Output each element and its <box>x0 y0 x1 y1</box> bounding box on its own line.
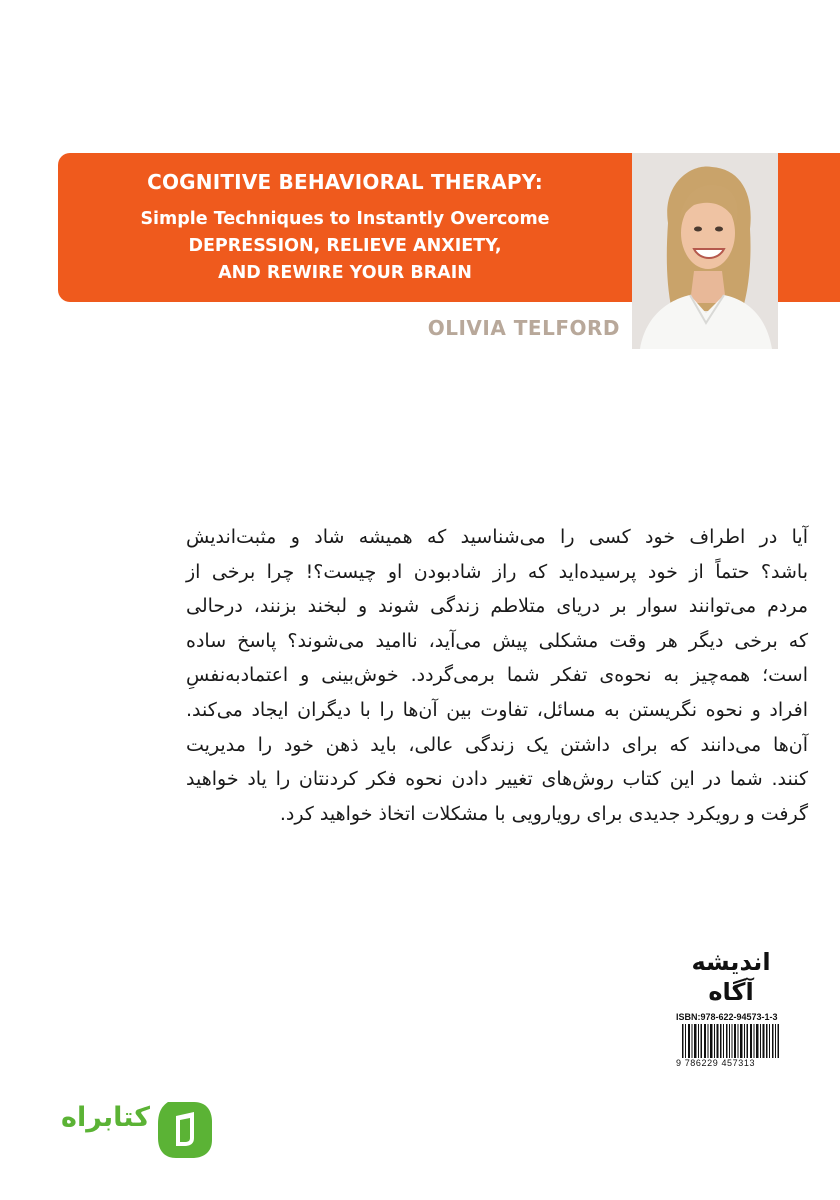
description-line: آیا در اطراف خود کسی را می‌شناسید که همیشه شاد و مثبت‌اندیش <box>186 526 808 548</box>
author-photo <box>632 153 778 349</box>
book-subtitle-line-3: AND REWIRE YOUR BRAIN <box>218 263 472 283</box>
description-line: افراد و نحوه نگریستن به مسائل، تفاوت بین آن‌ها را با دیگران ایجاد می‌کند. <box>186 698 808 721</box>
ketabrah-wordmark: کتابراه <box>61 1102 150 1133</box>
description-line: که برخی دیگر هر وقت مشکلی پیش می‌آید، ناامید می‌شوند؟ پاسخ ساده <box>186 629 808 652</box>
book-subtitle-line-1: Simple Techniques to Instantly Overcome <box>140 209 550 229</box>
book-title: COGNITIVE BEHAVIORAL THERAPY: <box>147 170 543 194</box>
publisher-name-line-1: اندیشه <box>691 948 771 976</box>
description-line: باشد؟ حتماً از خود پرسیده‌اید که راز شادبودن او چیست؟! چرا برخی از <box>186 560 808 583</box>
barcode-digits: 9 786229 457313 <box>676 1058 786 1070</box>
ketabrah-logo <box>40 1098 220 1162</box>
publisher-logo <box>676 948 786 1008</box>
book-subtitle-line-2: DEPRESSION, RELIEVE ANXIETY, <box>188 236 502 256</box>
description-line: آن‌ها می‌دانند که برای داشتن یک زندگی عالی، باید ذهن خود را مدیریت <box>186 733 808 756</box>
isbn-label: ISBN:978-622-94573-1-3 <box>676 1012 778 1022</box>
publisher-name-line-2: آگاه <box>708 978 754 1006</box>
ketabrah-book-icon <box>154 1098 216 1160</box>
author-photo-illustration <box>632 153 778 349</box>
banner-text <box>58 153 632 302</box>
description-line: مردم می‌توانند سوار بر دریای متلاطم زندگی شوند و لبخند بزنند، درحالی <box>186 595 808 618</box>
author-name: OLIVIA TELFORD <box>427 316 620 340</box>
book-description <box>186 520 808 831</box>
description-line: گرفت و رویکرد جدیدی برای رویارویی با مشکلات اتخاذ خواهید کرد. <box>279 802 808 825</box>
description-line: کنند. شما در این کتاب روش‌های تغییر دادن نحوه فکر کردنتان را یاد خواهید <box>186 768 808 791</box>
description-line: است؛ همه‌چیز به نحوه‌ی تفکر شما برمی‌گردد. خوش‌بینی و اعتمادبه‌نفسِ <box>186 664 808 687</box>
